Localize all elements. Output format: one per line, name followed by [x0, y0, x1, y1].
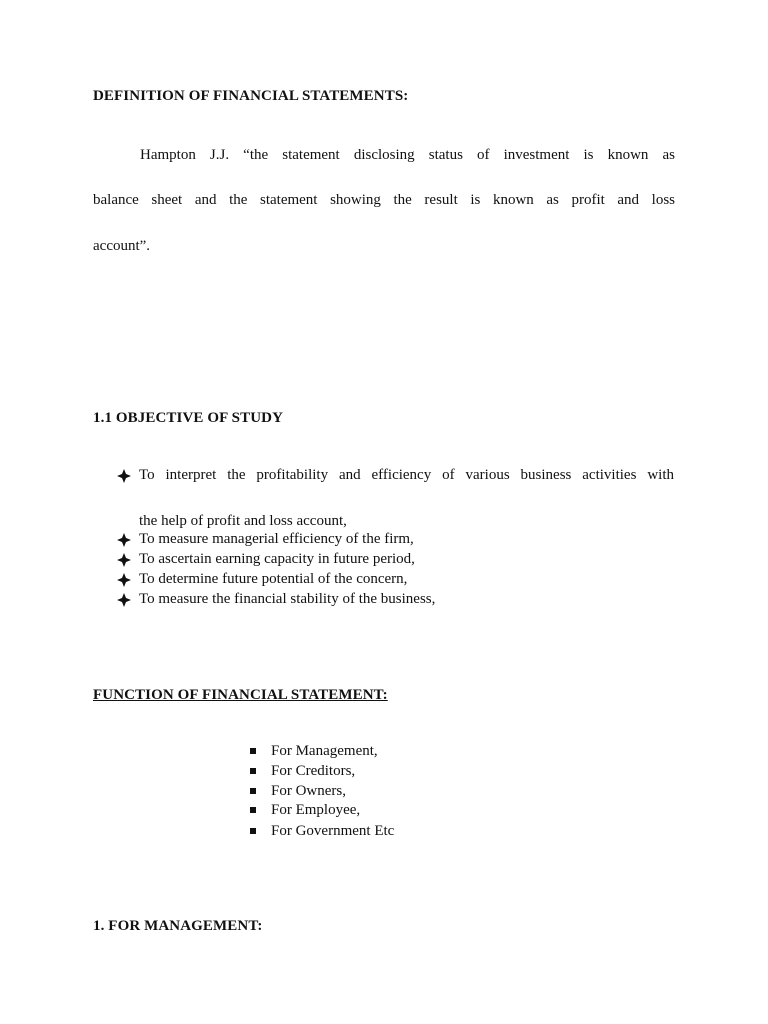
square-bullet-icon: [250, 807, 256, 813]
objective-heading: 1.1 OBJECTIVE OF STUDY: [93, 410, 284, 426]
function-item: For Government Etc: [271, 823, 395, 839]
function-item: For Owners,: [271, 783, 346, 799]
square-bullet-icon: [250, 768, 256, 774]
diamond-bullet-icon: [117, 573, 131, 587]
objective-item: To measure the financial stability of the business,: [139, 591, 436, 607]
objective-item: To measure managerial efficiency of the firm,: [139, 531, 414, 547]
diamond-bullet-icon: [117, 533, 131, 547]
diamond-bullet-icon: [117, 469, 131, 483]
definition-line-3: account”.: [93, 238, 151, 254]
definition-line-2: balance sheet and the statement showing the result is known as profit and loss: [93, 192, 675, 208]
square-bullet-icon: [250, 828, 256, 834]
objective-item-continuation: the help of profit and loss account,: [139, 513, 347, 529]
square-bullet-icon: [250, 788, 256, 794]
function-item: For Creditors,: [271, 763, 356, 779]
objective-item: To ascertain earning capacity in future period,: [139, 551, 415, 567]
definition-line-1: Hampton J.J. “the statement disclosing status of investment is known as: [140, 147, 675, 163]
definition-heading: DEFINITION OF FINANCIAL STATEMENTS:: [93, 88, 409, 104]
management-heading: 1. FOR MANAGEMENT:: [93, 918, 263, 934]
diamond-bullet-icon: [117, 553, 131, 567]
diamond-bullet-icon: [117, 593, 131, 607]
function-item: For Employee,: [271, 802, 361, 818]
function-item: For Management,: [271, 743, 378, 759]
objective-item: To determine future potential of the concern,: [139, 571, 408, 587]
square-bullet-icon: [250, 748, 256, 754]
function-heading: FUNCTION OF FINANCIAL STATEMENT:: [93, 687, 388, 703]
objective-item: To interpret the profitability and efficiency of various business activities with: [139, 467, 674, 483]
